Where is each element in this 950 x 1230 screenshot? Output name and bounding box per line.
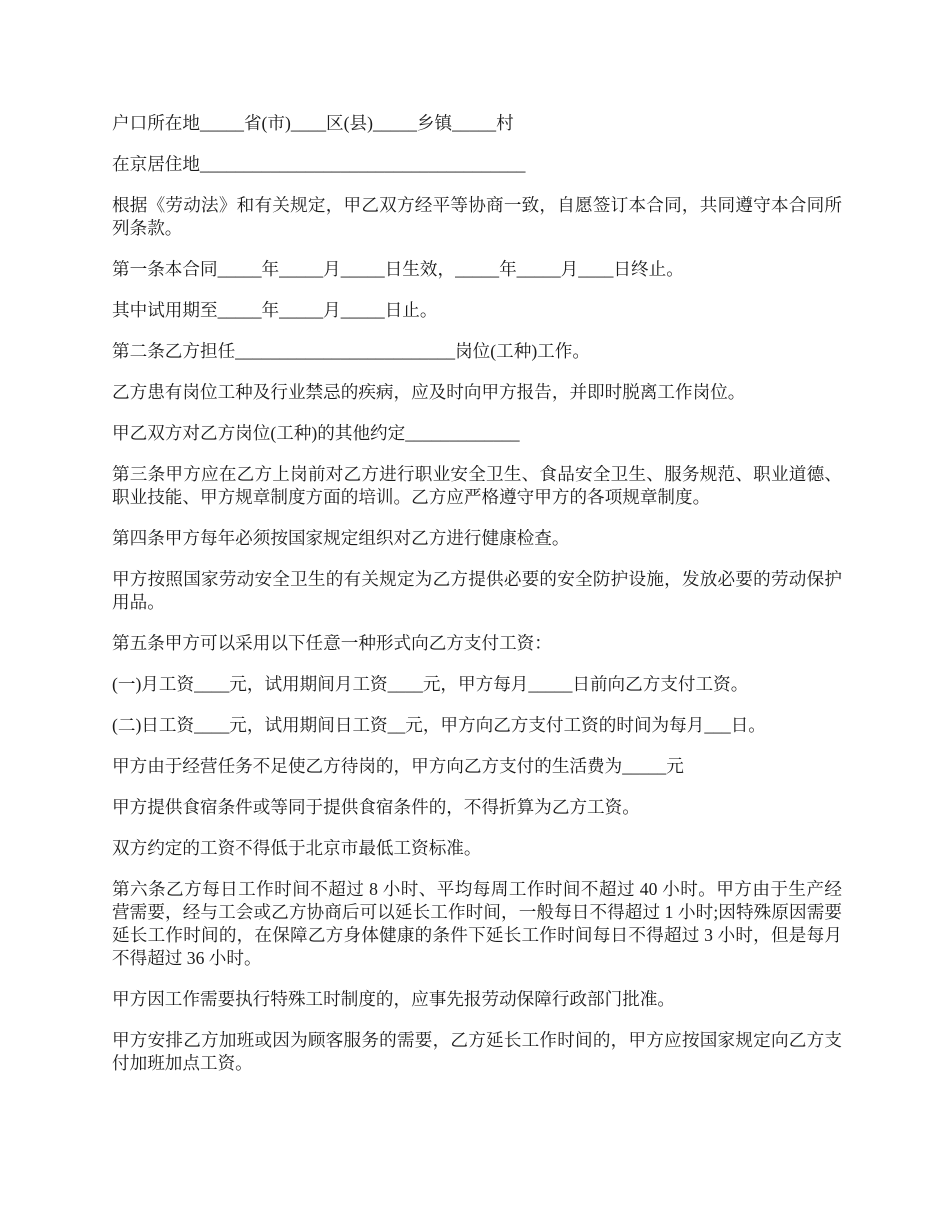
standby-allowance-paragraph: 甲方由于经营任务不足使乙方待岗的，甲方向乙方支付的生活费为_____元: [112, 756, 684, 776]
overtime-pay-paragraph: 甲方安排乙方加班或因为顾客服务的需要，乙方延长工作时间的，甲方应按国家规定向乙方支付加班加点工资。: [112, 1030, 842, 1073]
special-hours-paragraph: 甲方因工作需要执行特殊工时制度的，应事先报劳动保障行政部门批准。: [112, 989, 676, 1009]
beijing-residence-line: 在京居住地_____________________________________: [112, 154, 526, 174]
article-4-health-check: 第四条甲方每年必须按国家规定组织对乙方进行健康检查。: [112, 528, 570, 548]
article-5-wages: 第五条甲方可以采用以下任意一种形式向乙方支付工资：: [112, 633, 552, 653]
minimum-wage-paragraph: 双方约定的工资不得低于北京市最低工资标准。: [112, 838, 482, 858]
monthly-wage-option: (一)月工资____元，试用期间月工资____元，甲方每月_____日前向乙方支付工资。: [112, 674, 749, 694]
disease-report-paragraph: 乙方患有岗位工种及行业禁忌的疾病，应及时向甲方报告，并即时脱离工作岗位。: [112, 382, 746, 402]
household-registration-line: 户口所在地_____省(市)____区(县)_____乡镇_____村: [112, 113, 514, 133]
other-position-agreement: 甲乙双方对乙方岗位(工种)的其他约定_____________: [112, 423, 520, 443]
article-3-training: 第三条甲方应在乙方上岗前对乙方进行职业安全卫生、食品安全卫生、服务规范、职业道德、职业技能、甲方规章制度方面的培训。乙方应严格遵守甲方的各项规章制度。: [112, 464, 842, 507]
article-2-position: 第二条乙方担任_________________________岗位(工种)工作。: [112, 341, 590, 361]
article-1-term: 第一条本合同_____年_____月_____日生效，_____年_____月____日终止。: [112, 259, 684, 279]
room-board-paragraph: 甲方提供食宿条件或等同于提供食宿条件的，不得折算为乙方工资。: [112, 797, 640, 817]
safety-equipment-paragraph: 甲方按照国家劳动安全卫生的有关规定为乙方提供必要的安全防护设施，发放必要的劳动保护用品。: [112, 569, 842, 612]
document-body: [112, 112, 842, 1093]
preamble-paragraph: 根据《劳动法》和有关规定，甲乙双方经平等协商一致，自愿签订本合同，共同遵守本合同所列条款。: [112, 195, 842, 238]
probation-period-line: 其中试用期至_____年_____月_____日止。: [112, 300, 438, 320]
article-6-working-hours: 第六条乙方每日工作时间不超过 8 小时、平均每周工作时间不超过 40 小时。甲方由于生产经营需要，经与工会或乙方协商后可以延长工作时间，一般每日不得超过 1 小时;因特殊原因需要延长工作时间的，在保障乙方身体健康的条件下延长工作时间每日不得超过 3 小时，但是每月不得超过 36 小时。: [112, 879, 842, 968]
daily-wage-option: (二)日工资____元，试用期间日工资__元，甲方向乙方支付工资的时间为每月___日。: [112, 715, 766, 735]
